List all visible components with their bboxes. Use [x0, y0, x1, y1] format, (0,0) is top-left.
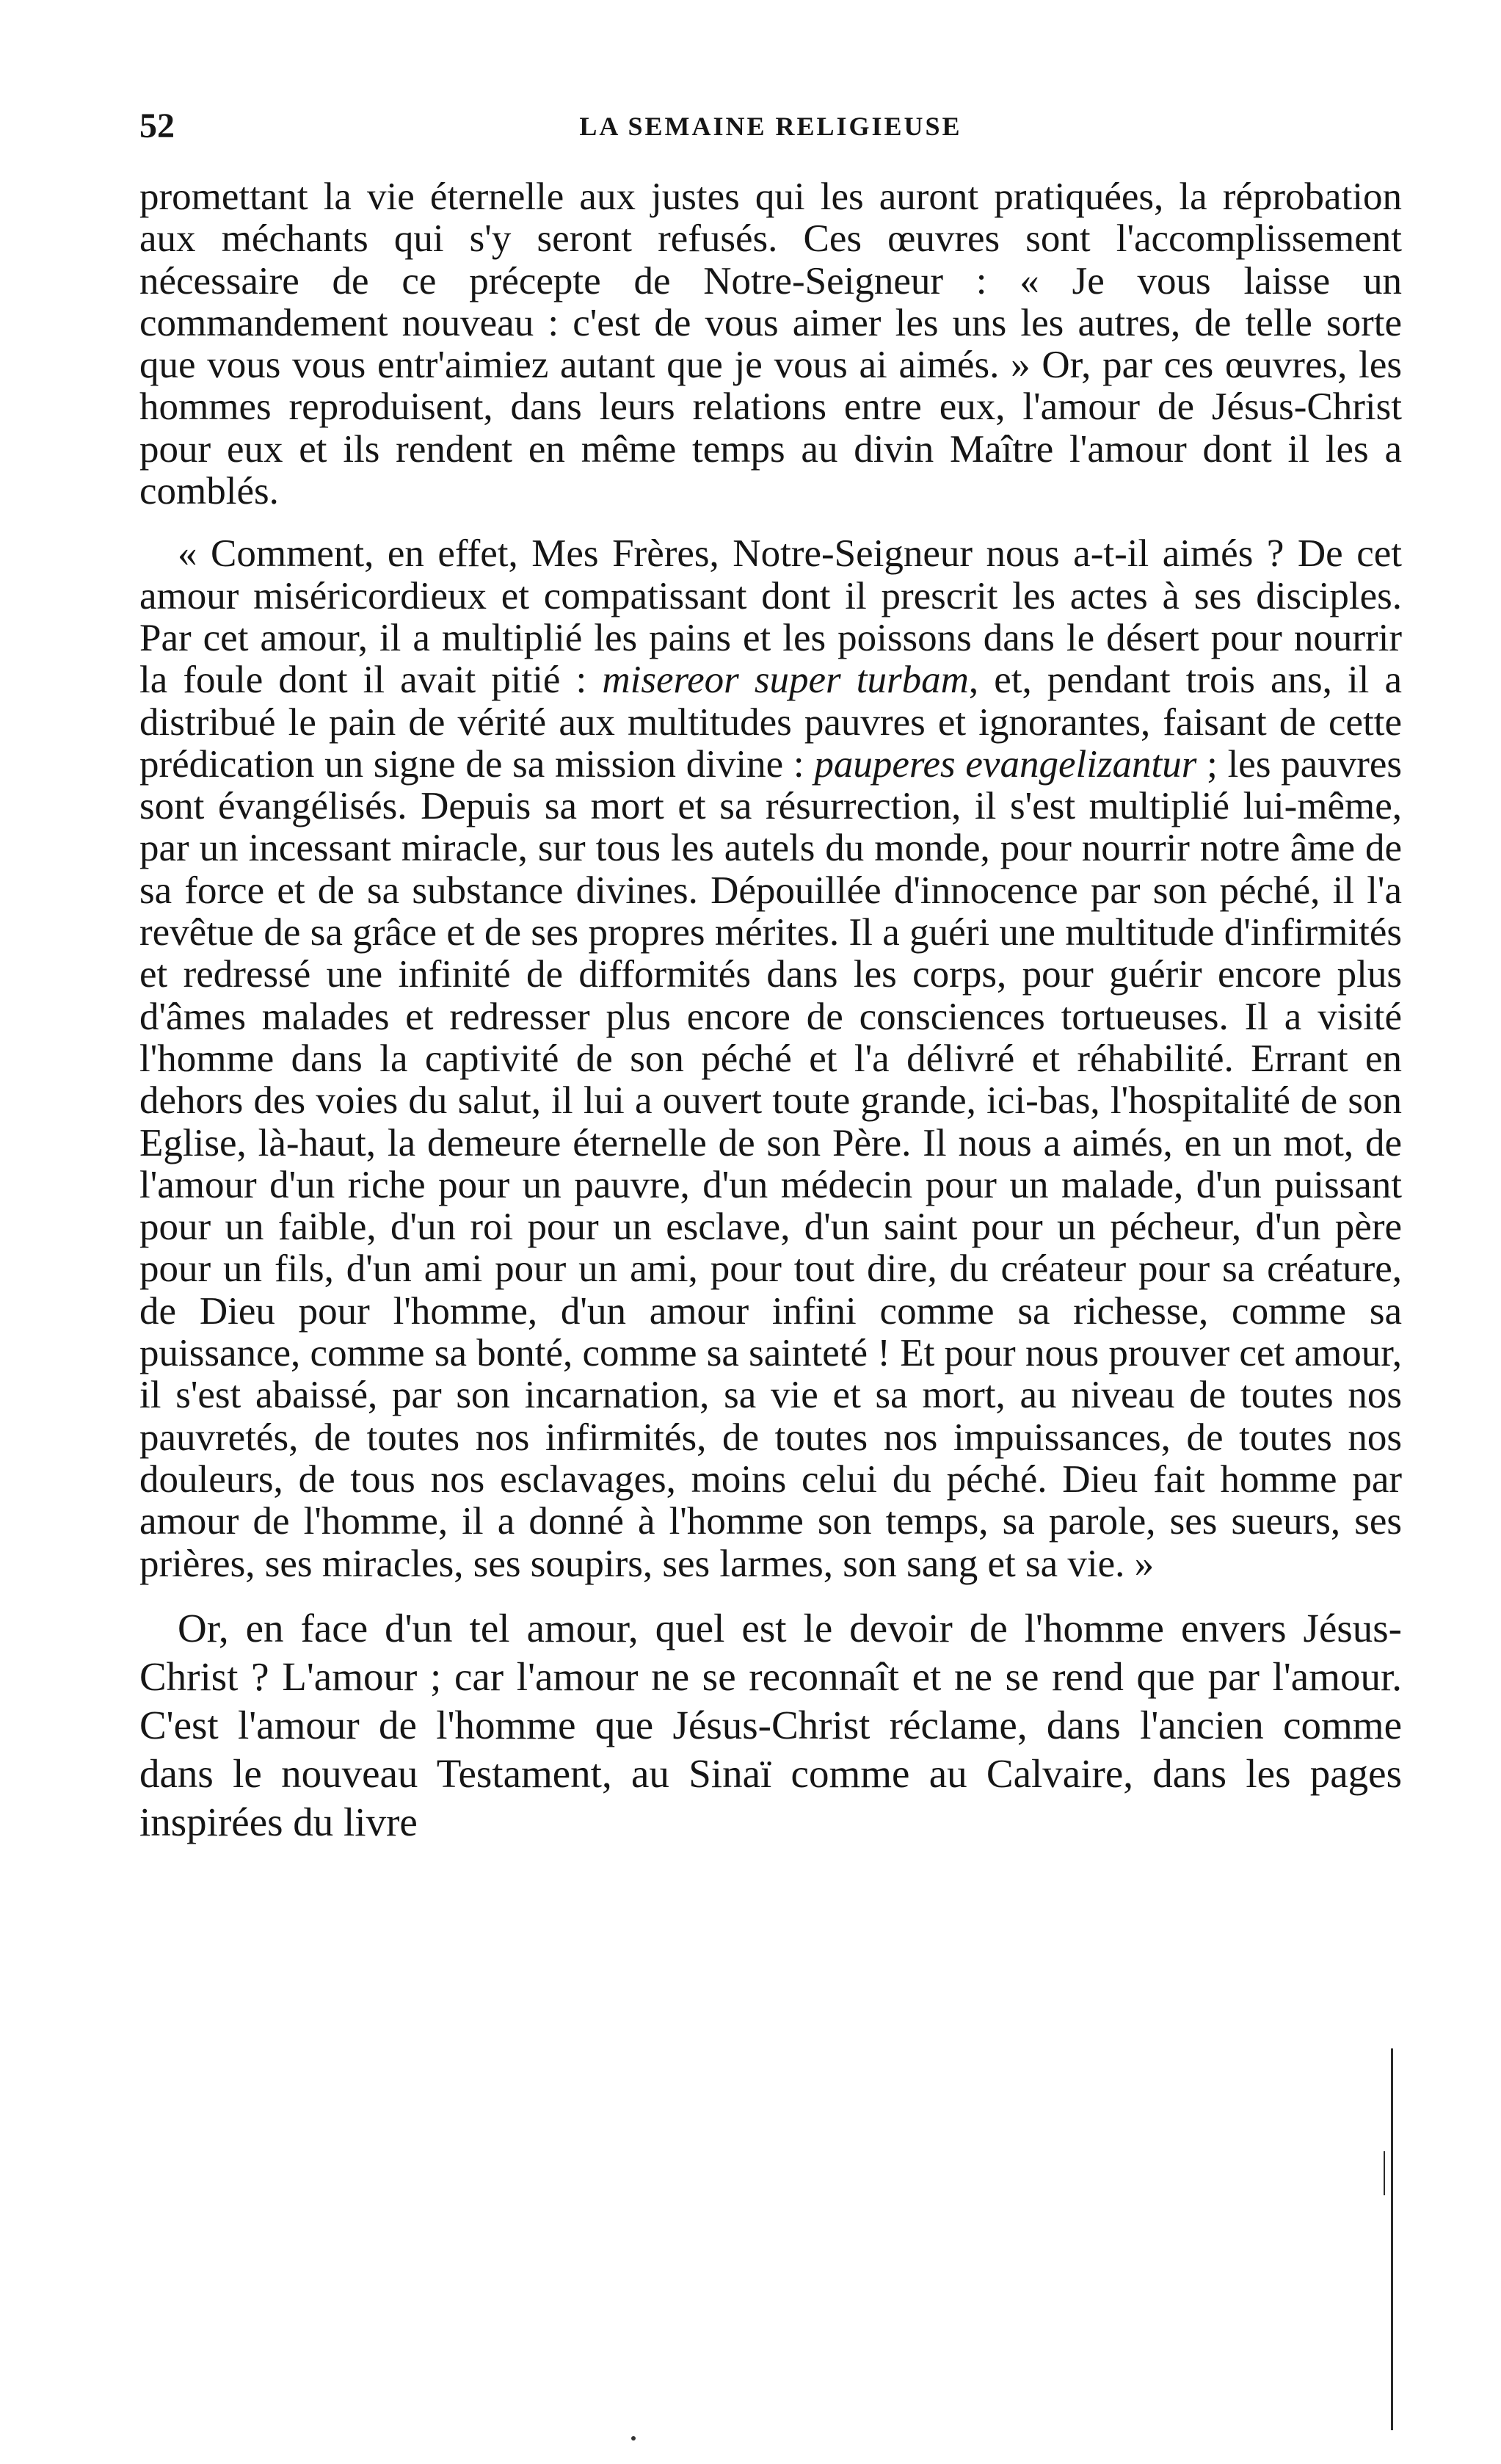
paragraph-2-text-b: , et, pendant trois ans, il a distribué le pain de vérité aux multitudes pauvres et ignorantes, faisant de cette prédication un signe de sa mission divine : — [139, 659, 1403, 786]
paragraph-1: promettant la vie éternelle aux justes qui les auront pratiquées, la réprobation aux méchants qui s'y seront refusés. Ces œuvres sont l'accomplissement nécessaire de ce précepte de Notre-Seigneur : « Je vous laisse un commandement nouveau : c'est de vous aimer les uns les autres, de telle sorte que vous vous entr'aimiez autant que je vous ai aimés. » Or, par ces œuvres, les hommes reproduisent, dans leurs relations entre eux, l'amour de Jésus-Christ pour eux et ils rendent en même temps au divin Maître l'amour dont il les a comblés. — [139, 175, 1402, 513]
running-head — [139, 104, 1402, 148]
page-number: 52 — [139, 106, 175, 145]
latin-quote-pauperes: pauperes evangelizantur — [814, 742, 1197, 786]
paragraph-2-text-a: « Comment, en effet, Mes Frères, Notre-Seigneur nous a-t-il aimés ? De cet amour miséricordieux et compatissant dont il prescrit les actes à ses disciples. Par cet amour, il a multiplié les pains et les poissons dans le désert pour nourrir la foule dont il avait pitié : — [139, 532, 1402, 702]
margin-tick — [1384, 2151, 1385, 2195]
paragraph-3: Or, en face d'un tel amour, quel est le devoir de l'homme envers Jésus-Christ ? L'amour ; car l'amour ne se reconnaît et ne se rend que par l'amour. C'est l'amour de l'homme que Jésus-Christ réclame, dans l'ancien comme dans le nouveau Testament, au Sinaï comme au Calvaire, dans les pages inspirées du livre — [139, 1605, 1402, 1844]
margin-rule — [1391, 2048, 1393, 2430]
body-text — [139, 176, 1402, 1847]
paragraph-2-text-c: ; les pauvres sont évangélisés. Depuis sa mort et sa résurrection, il s'est multiplié lui-même, par un incessant miracle, sur tous les autels du monde, pour nourrir notre âme de sa force et de sa substance divines. Dépouillée d'innocence par son péché, il l'a revêtue de sa grâce et de ses propres mérites. Il a guéri une multitude d'infirmités et redressé une infinité de difformités dans les corps, pour guérir encore plus d'âmes malades et redresser plus encore de consciences tortueuses. Il a visité l'homme dans la captivité de son péché et l'a délivré et réhabilité. Errant en dehors des voies du salut, il lui a ouvert toute grande, ici-bas, l'hospitalité de son Eglise, là-haut, la demeure éternelle de son Père. Il nous a aimés, en un mot, de l'amour d'un riche pour un pauvre, d'un médecin pour un malade, d'un puissant pour un faible, d'un roi pour un esclave, d'un saint pour un pécheur, d'un père pour un fils, d'un ami pour un ami, pour tout dire, du créateur pour sa créature, de Dieu pour l'homme, d'un amour infini comme sa richesse, comme sa puissance, comme sa bonté, comme sa sainteté ! Et pour nous prouver cet amour, il s'est abaissé, par son incarnation, sa vie et sa mort, au niveau de toutes nos pauvretés, de toutes nos infirmités, de toutes nos impuissances, de toutes nos douleurs, de tous nos esclavages, moins celui du péché. Dieu fait homme par amour de l'homme, il a donné à l'homme son temps, sa parole, ses sueurs, ses prières, ses miracles, ses soupirs, ses larmes, son sang et sa vie. » — [139, 742, 1402, 1585]
paragraph-2 — [139, 533, 1402, 1584]
header-title: LA SEMAINE RELIGIEUSE — [579, 112, 962, 141]
latin-quote-misereor: misereor super turbam — [602, 659, 969, 702]
ink-dot — [631, 2436, 636, 2441]
